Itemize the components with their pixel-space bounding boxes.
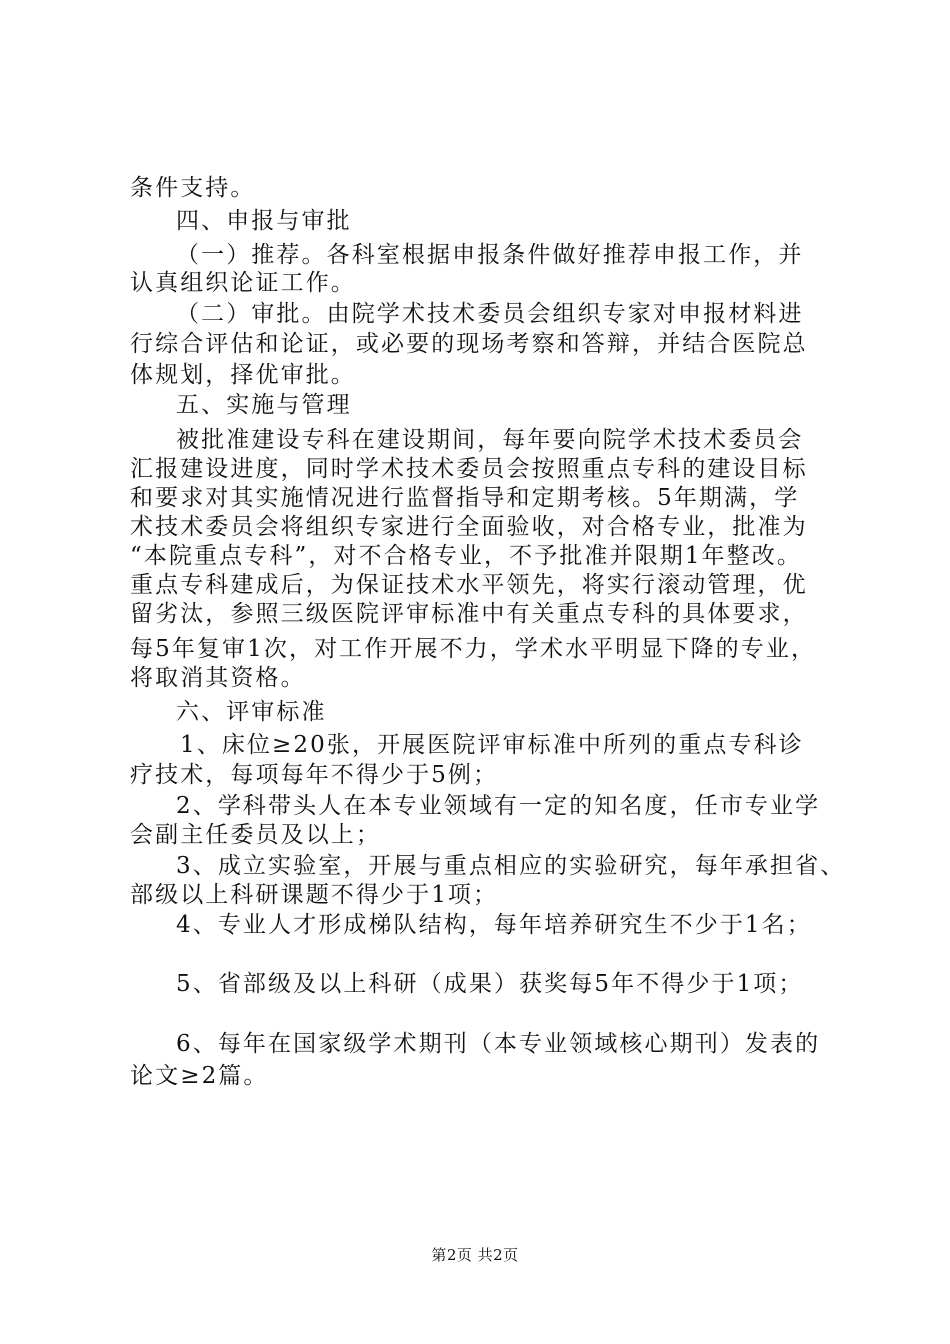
section-heading: 六、评审标准 [176,699,327,725]
text-line: 条件支持。 [130,175,256,201]
text-line: 认真组织论证工作。 [130,270,356,296]
list-item: 3、成立实验室，开展与重点相应的实验研究，每年承担省、 [176,853,846,879]
list-item: 5、省部级及以上科研（成果）获奖每5年不得少于1项； [176,971,804,997]
text-line: （二）审批。由院学术技术委员会组织专家对申报材料进 [176,301,804,327]
text-line: 部级以上科研课题不得少于1项； [130,882,499,908]
list-item: 6、每年在国家级学术期刊（本专业领域核心期刊）发表的 [176,1031,821,1057]
text-line: 汇报建设进度，同时学术技术委员会按照重点专科的建设目标 [130,456,808,482]
text-line: 体规划，择优审批。 [130,362,356,388]
list-item: 1、床位≥20张，开展医院评审标准中所列的重点专科诊 [180,732,804,758]
text-line: 将取消其资格。 [130,665,306,691]
text-line: 重点专科建成后，为保证技术水平领先，将实行滚动管理，优 [130,572,808,598]
text-line: 被批准建设专科在建设期间，每年要向院学术技术委员会 [176,427,804,453]
text-line: “本院重点专科”，对不合格专业，不予批准并限期1年整改。 [130,543,802,569]
text-line: 论文≥2篇。 [130,1063,269,1089]
text-line: 留劣汰，参照三级医院评审标准中有关重点专科的具体要求， [130,601,808,627]
text-line: 会副主任委员及以上； [130,822,381,848]
text-line: 每5年复审1次，对工作开展不力，学术水平明显下降的专业， [130,636,817,662]
section-heading: 五、实施与管理 [176,392,352,418]
text-line: 行综合评估和论证，或必要的现场考察和答辩，并结合医院总 [130,331,808,357]
list-item: 2、学科带头人在本专业领域有一定的知名度，任市专业学 [176,793,821,819]
text-line: 疗技术，每项每年不得少于5例； [130,762,499,788]
text-line: （一）推荐。各科室根据申报条件做好推荐申报工作，并 [176,242,804,268]
text-line: 术技术委员会将组织专家进行全面验收，对合格专业，批准为 [130,514,808,540]
list-item: 4、专业人才形成梯队结构，每年培养研究生不少于1名； [176,912,812,938]
section-heading: 四、申报与审批 [176,208,352,234]
page-footer: 第2页 共2页 [431,1246,519,1264]
text-line: 和要求对其实施情况进行监督指导和定期考核。5年期满，学 [130,485,800,511]
